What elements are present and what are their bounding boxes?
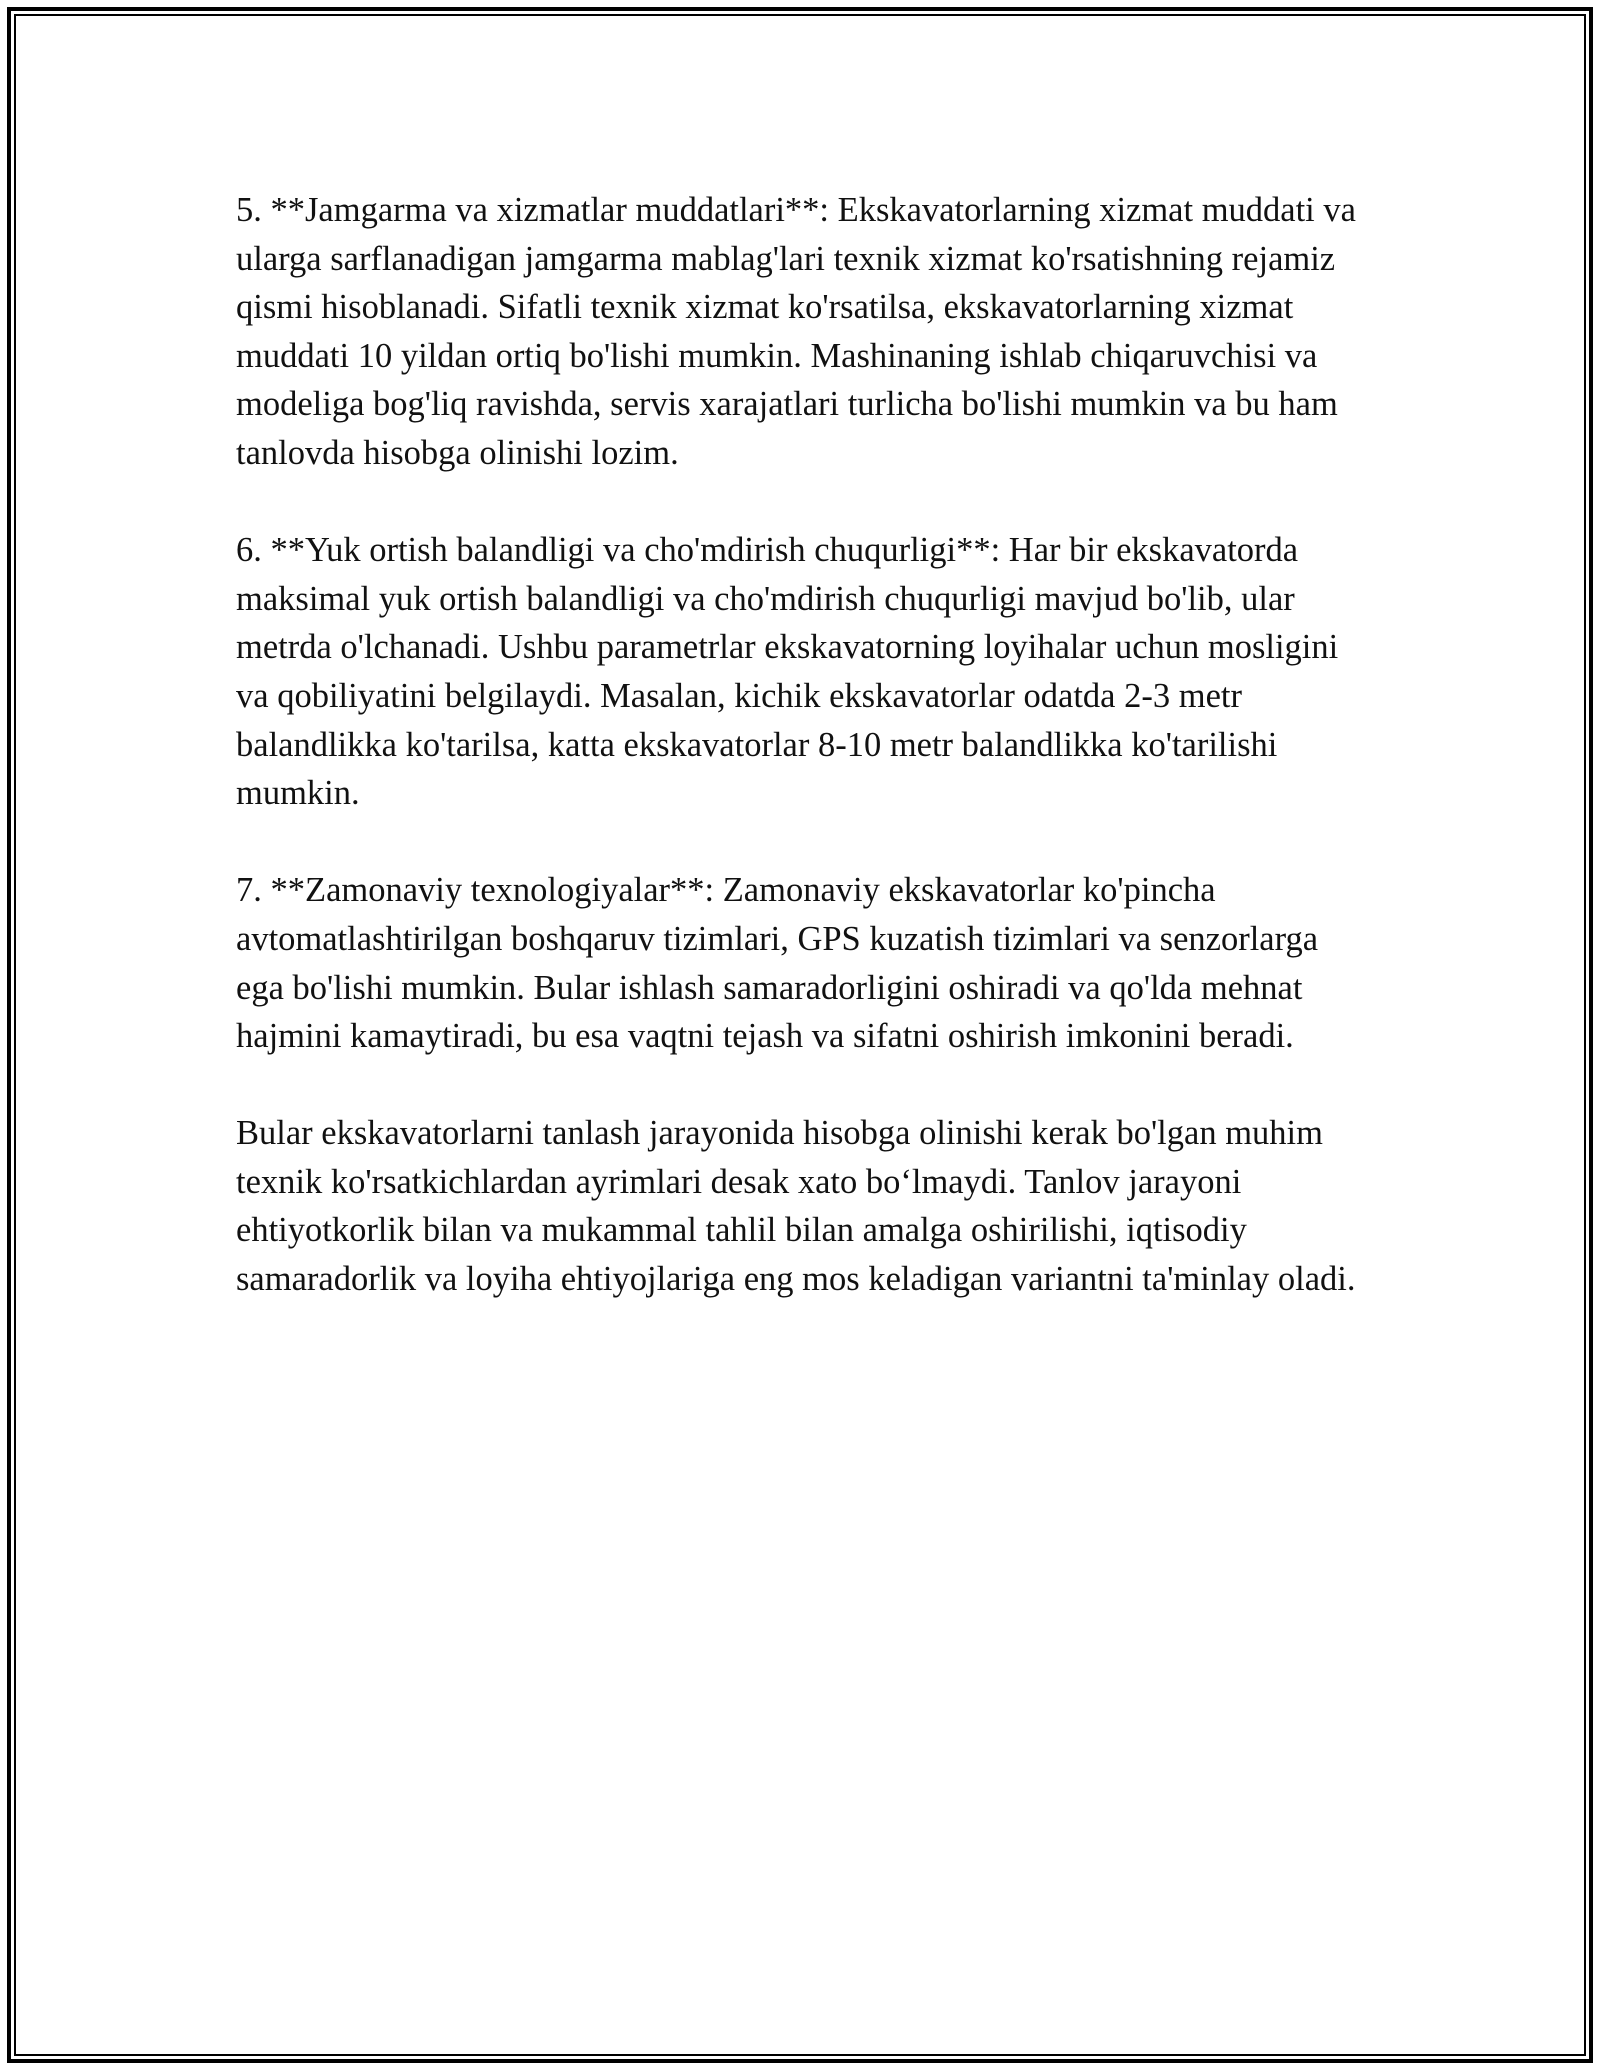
- paragraph-loading-height: 6. **Yuk ortish balandligi va cho'mdirish chuqurligi**: Har bir ekskavatorda maksimal yuk ortish balandligi va cho'mdirish chuqurligi mavjud bo'lib, ular metrda o'lchanadi. Ushbu parametrlar ekskavatorning loyihalar uchun mosligini va qobiliyatini belgilaydi. Masalan, kichik ekskavatorlar odatda 2-3 metr balandlikka ko'tarilsa, katta ekskavatorlar 8-10 metr balandlikka ko'tarilishi mumkin.: [236, 531, 1339, 813]
- paragraph-conclusion: Bular ekskavatorlarni tanlash jarayonida hisobga olinishi kerak bo'lgan muhim texnik ko'rsatkichlardan ayrimlari desak xato bo‘lmaydi. Tanlov jarayoni ehtiyotkorlik bilan va mukammal tahlil bilan amalga oshirilishi, iqtisodiy samaradorlik va loyiha ehtiyojlariga eng mos keladigan variantni ta'minlay oladi.: [236, 1114, 1356, 1299]
- paragraph-service-life: 5. **Jamgarma va xizmatlar muddatlari**: Ekskavatorlarning xizmat muddati va ularga sarflanadigan jamgarma mablag'lari texnik xizmat ko'rsatishning rejamiz qismi hisoblanadi. Sifatli texnik xizmat ko'rsatilsa, ekskavatorlarning xizmat muddati 10 yildan ortiq bo'lishi mumkin. Mashinaning ishlab chiqaruvchisi va modeliga bog'liq ravishda, servis xarajatlari turlicha bo'lishi mumkin va bu ham tanlovda hisobga olinishi lozim.: [236, 191, 1356, 472]
- paragraph-modern-technologies: 7. **Zamonaviy texnologiyalar**: Zamonaviy ekskavatorlar ko'pincha avtomatlashtirilgan boshqaruv tizimlari, GPS kuzatish tizimlari va senzorlarga ega bo'lishi mumkin. Bular ishlash samaradorligini oshiradi va qo'lda mehnat hajmini kamaytiradi, bu esa vaqtni tejash va sifatni oshirish imkonini beradi.: [236, 871, 1319, 1056]
- document-body: [236, 186, 1356, 1352]
